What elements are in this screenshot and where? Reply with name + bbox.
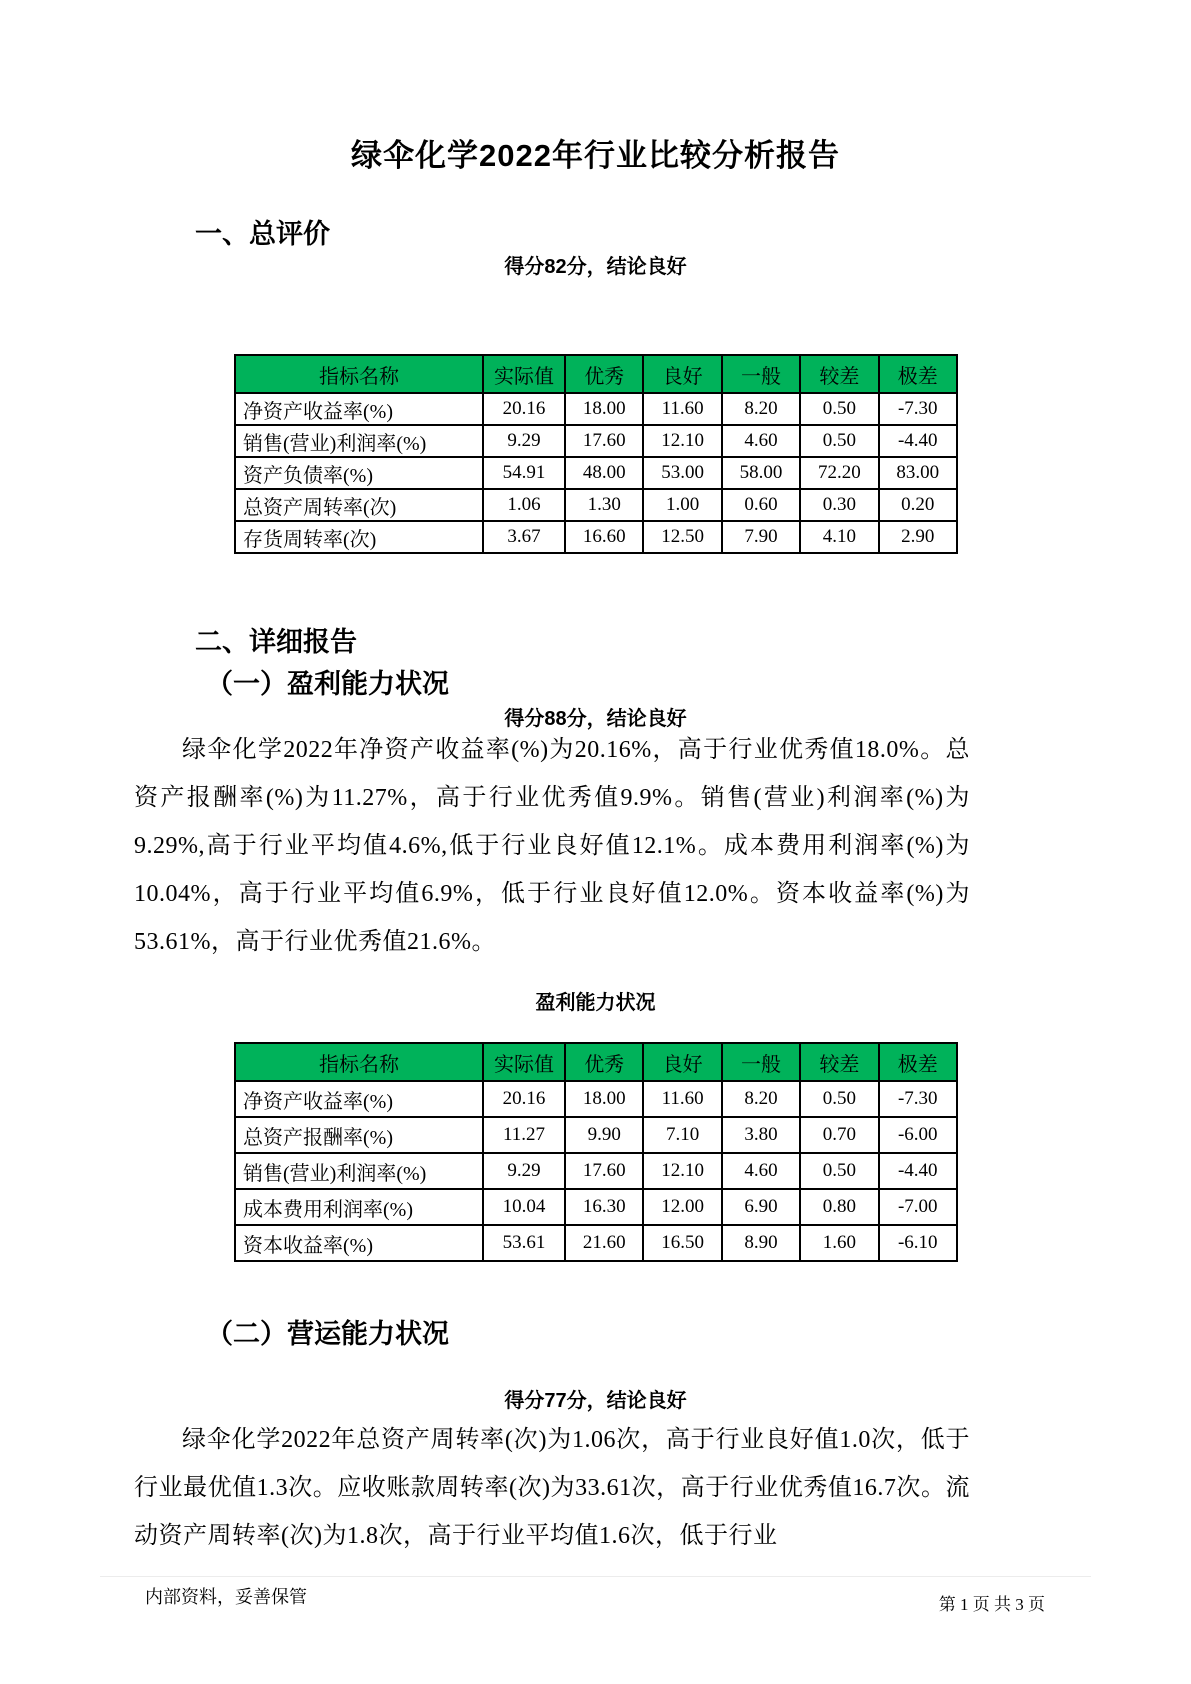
metric-value: 20.16 (483, 1081, 565, 1117)
metric-name: 总资产周转率(次) (235, 489, 483, 521)
footer-page-number: 第 1 页 共 3 页 (938, 1595, 1045, 1614)
metric-name: 销售(营业)利润率(%) (235, 425, 483, 457)
metric-value: 8.20 (722, 393, 800, 425)
footer-confidential-note: 内部资料，妥善保管 (145, 1587, 307, 1607)
column-header: 极差 (879, 1043, 957, 1081)
metric-name: 净资产收益率(%) (235, 1081, 483, 1117)
metric-value: 16.60 (565, 521, 643, 553)
metric-value: 17.60 (565, 425, 643, 457)
metric-name: 存货周转率(次) (235, 521, 483, 553)
metric-name: 资产负债率(%) (235, 457, 483, 489)
metric-value: 0.50 (800, 1081, 878, 1117)
column-header: 优秀 (565, 355, 643, 393)
profit-ability-table (234, 1042, 958, 1262)
column-header: 良好 (643, 355, 721, 393)
metric-value: 20.16 (483, 393, 565, 425)
metric-name: 净资产收益率(%) (235, 393, 483, 425)
metric-value: 9.29 (483, 425, 565, 457)
metric-value: 53.00 (643, 457, 721, 489)
metric-value: 11.60 (643, 393, 721, 425)
metric-value: 18.00 (565, 1081, 643, 1117)
overall-score-line: 得分82分，结论良好 (504, 256, 687, 278)
metric-value: 12.10 (643, 425, 721, 457)
column-header: 指标名称 (235, 355, 483, 393)
metric-value: 21.60 (565, 1225, 643, 1261)
metric-value: 1.00 (643, 489, 721, 521)
table-row (235, 457, 957, 489)
table-row (235, 521, 957, 553)
column-header: 实际值 (483, 1043, 565, 1081)
profit-paragraph: 绿伞化学2022年净资产收益率(%)为20.16%，高于行业优秀值18.0%。总资产报酬率(%)为11.27%，高于行业优秀值9.9%。销售(营业)利润率(%)为9.29%,高于行业平均值4.6%,低于行业良好值12.1%。成本费用利润率(%)为10.04%，高于行业平均值6.9%，低于行业良好值12.0%。资本收益率(%)为53.61%，高于行业优秀值21.6%。 (134, 737, 970, 955)
metric-value: 18.00 (565, 393, 643, 425)
metric-value: -7.30 (879, 1081, 957, 1117)
metric-value: 1.60 (800, 1225, 878, 1261)
metric-value: 9.29 (483, 1153, 565, 1189)
metric-value: 11.60 (643, 1081, 721, 1117)
metric-value: 1.30 (565, 489, 643, 521)
table-header-row (235, 355, 957, 393)
metric-value: -6.10 (879, 1225, 957, 1261)
table-row (235, 425, 957, 457)
metric-value: 72.20 (800, 457, 878, 489)
metric-name: 总资产报酬率(%) (235, 1117, 483, 1153)
column-header: 一般 (722, 1043, 800, 1081)
metric-name: 成本费用利润率(%) (235, 1189, 483, 1225)
metric-name: 销售(营业)利润率(%) (235, 1153, 483, 1189)
metric-value: -7.00 (879, 1189, 957, 1225)
metric-value: 7.10 (643, 1117, 721, 1153)
metric-value: 1.06 (483, 489, 565, 521)
metric-value: 6.90 (722, 1189, 800, 1225)
metric-value: 3.67 (483, 521, 565, 553)
table-row (235, 393, 957, 425)
operation-paragraph: 绿伞化学2022年总资产周转率(次)为1.06次，高于行业良好值1.0次，低于行业最优值1.3次。应收账款周转率(次)为33.61次，高于行业优秀值16.7次。流动资产周转率(次)为1.8次，高于行业平均值1.6次，低于行业 (134, 1427, 970, 1549)
metric-value: 12.50 (643, 521, 721, 553)
column-header: 一般 (722, 355, 800, 393)
column-header: 极差 (879, 355, 957, 393)
metric-value: 4.10 (800, 521, 878, 553)
metric-value: 58.00 (722, 457, 800, 489)
section-overall-heading: 一、总评价 (195, 219, 330, 249)
metric-value: -4.40 (879, 425, 957, 457)
table-header-row (235, 1043, 957, 1081)
metric-value: 17.60 (565, 1153, 643, 1189)
column-header: 良好 (643, 1043, 721, 1081)
section-profit-heading: （一）盈利能力状况 (206, 669, 449, 699)
metric-value: 12.10 (643, 1153, 721, 1189)
metric-value: 0.70 (800, 1117, 878, 1153)
footer-divider (100, 1576, 1091, 1577)
metric-value: 83.00 (879, 457, 957, 489)
metric-value: 16.50 (643, 1225, 721, 1261)
metric-name: 资本收益率(%) (235, 1225, 483, 1261)
table-row (235, 1189, 957, 1225)
metric-value: 54.91 (483, 457, 565, 489)
column-header: 较差 (800, 355, 878, 393)
table-row (235, 1153, 957, 1189)
metric-value: -6.00 (879, 1117, 957, 1153)
metric-value: 4.60 (722, 1153, 800, 1189)
report-title: 绿伞化学2022年行业比较分析报告 (351, 138, 840, 173)
metric-value: 16.30 (565, 1189, 643, 1225)
table-row (235, 1117, 957, 1153)
metric-value: 0.50 (800, 1153, 878, 1189)
table-row (235, 489, 957, 521)
metric-value: 7.90 (722, 521, 800, 553)
operation-score-line: 得分77分，结论良好 (504, 1390, 687, 1412)
metric-value: 0.60 (722, 489, 800, 521)
profit-score-line: 得分88分，结论良好 (504, 708, 687, 730)
metric-value: 8.90 (722, 1225, 800, 1261)
metric-value: 12.00 (643, 1189, 721, 1225)
metric-value: -4.40 (879, 1153, 957, 1189)
metric-value: 8.20 (722, 1081, 800, 1117)
column-header: 优秀 (565, 1043, 643, 1081)
section-operation-heading: （二）营运能力状况 (206, 1319, 449, 1349)
column-header: 较差 (800, 1043, 878, 1081)
metric-value: 2.90 (879, 521, 957, 553)
metric-value: 9.90 (565, 1117, 643, 1153)
table-row (235, 1225, 957, 1261)
section-detail-heading: 二、详细报告 (195, 627, 357, 657)
metric-value: 0.80 (800, 1189, 878, 1225)
metric-value: 0.50 (800, 393, 878, 425)
metric-value: 0.20 (879, 489, 957, 521)
metric-value: 0.30 (800, 489, 878, 521)
metric-value: 48.00 (565, 457, 643, 489)
metric-value: 53.61 (483, 1225, 565, 1261)
metric-value: -7.30 (879, 393, 957, 425)
metric-value: 10.04 (483, 1189, 565, 1225)
metric-value: 3.80 (722, 1117, 800, 1153)
profit-table-title: 盈利能力状况 (535, 992, 656, 1014)
table-row (235, 1081, 957, 1117)
metric-value: 11.27 (483, 1117, 565, 1153)
column-header: 实际值 (483, 355, 565, 393)
column-header: 指标名称 (235, 1043, 483, 1081)
overall-evaluation-table (234, 354, 958, 554)
metric-value: 0.50 (800, 425, 878, 457)
metric-value: 4.60 (722, 425, 800, 457)
